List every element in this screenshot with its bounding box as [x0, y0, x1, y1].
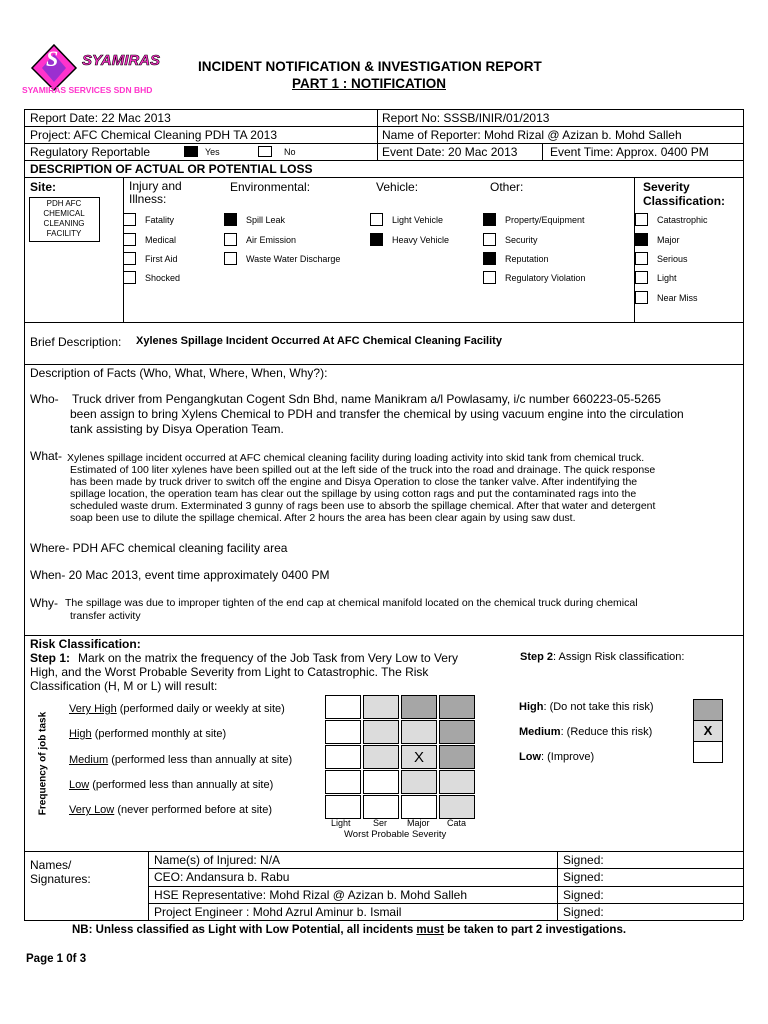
class-desc: : (Do not take this risk): [543, 701, 654, 713]
waste-water-discharge-checkbox[interactable]: [224, 252, 237, 265]
who-line-2: been assign to bring Xylens Chemical to PDH and transfer the chemical by using vacuum engine into the circulation: [70, 407, 684, 421]
spill-leak-label: Spill Leak: [246, 215, 286, 225]
frequency-high: [69, 728, 226, 740]
brief-description-label: Brief Description:: [30, 335, 122, 349]
step2-label: Step 2: [520, 651, 554, 663]
frequency-desc: (never performed before at site): [117, 804, 272, 816]
step2-text: : Assign Risk classification:: [553, 651, 685, 663]
spill-leak-checkbox[interactable]: [224, 213, 237, 226]
near-miss-checkbox[interactable]: [635, 291, 648, 304]
injury-label: Injury and Illness:: [129, 179, 182, 206]
step1-label: Step 1:: [30, 651, 71, 665]
why-line-1: The spillage was due to improper tighten of the end cap at chemical manifold located on the chemical truck during chemical: [65, 597, 638, 609]
severity-tick-light: Light: [331, 818, 351, 828]
environmental-label: Environmental:: [230, 180, 311, 194]
logo-brand: SYAMIRAS: [82, 52, 161, 69]
light-label: Light: [657, 273, 677, 283]
why-line-2: transfer activity: [70, 610, 141, 622]
part2-note: [72, 924, 626, 936]
step1-line-2: High, and the Worst Probable Severity from Light to Catastrophic. The Risk: [30, 665, 429, 679]
air-emission-label: Air Emission: [246, 235, 297, 245]
what-label: What-: [30, 449, 63, 463]
what-line-5: scheduled waste drum. Exterminated 3 gunny of rags been use to absorb the spillage chemical. After that water and detergent: [70, 500, 656, 512]
frequency-axis-label: Frequency of job task: [37, 711, 49, 816]
class-desc: : (Reduce this risk): [560, 726, 653, 738]
injured-name: Name(s) of Injured: N/A: [154, 853, 281, 867]
matrix-cell[interactable]: [363, 720, 399, 744]
major-checkbox[interactable]: [635, 233, 648, 246]
frequency-very-low: [69, 804, 272, 816]
other-label: Other:: [490, 180, 524, 194]
matrix-cell[interactable]: [363, 770, 399, 794]
ceo-name: CEO: Andansura b. Rabu: [154, 870, 290, 884]
facts-heading: Description of Facts (Who, What, Where, When, Why?):: [30, 366, 328, 380]
property-equipment-label: Property/Equipment: [505, 215, 585, 225]
security-checkbox[interactable]: [483, 233, 496, 246]
report-date: Report Date: 22 Mac 2013: [30, 111, 171, 125]
frequency-very-high: [69, 703, 285, 715]
injured-signed[interactable]: Signed:: [563, 853, 604, 867]
risk-heading: Risk Classification:: [30, 637, 141, 651]
class-name: Low: [519, 751, 541, 763]
regulatory-reportable-label: Regulatory Reportable: [30, 145, 151, 159]
loss-heading: DESCRIPTION OF ACTUAL OR POTENTIAL LOSS: [30, 162, 313, 176]
class-medium-box[interactable]: X: [693, 720, 723, 742]
matrix-cell[interactable]: [363, 745, 399, 769]
serious-checkbox[interactable]: [635, 252, 648, 265]
logo-letter: S: [46, 46, 59, 71]
regulatory-no-checkbox[interactable]: [258, 146, 272, 157]
reporter-name: Name of Reporter: Mohd Rizal @ Azizan b. Mohd Salleh: [382, 128, 682, 142]
medical-label: Medical: [145, 235, 177, 245]
note-before: NB: Unless classified as Light with Low Potential, all incidents: [72, 924, 417, 936]
project: Project: AFC Chemical Cleaning PDH TA 2013: [30, 128, 278, 142]
matrix-cell[interactable]: [439, 770, 475, 794]
who-line-3: tank assisting by Disya Operation Team.: [70, 422, 284, 436]
regulatory-violation-checkbox[interactable]: [483, 271, 496, 284]
matrix-cell[interactable]: [325, 770, 361, 794]
note-after: be taken to part 2 investigations.: [443, 924, 627, 936]
what-line-1: Xylenes spillage incident occurred at AFC chemical cleaning facility during loading activity into skid tank from chemical truck.: [67, 452, 645, 464]
first-aid-checkbox[interactable]: [123, 252, 136, 265]
major-label: Major: [657, 235, 680, 245]
site-value: PDH AFC CHEMICAL CLEANING FACILITY: [43, 199, 85, 238]
regulatory-yes-label: Yes: [205, 147, 220, 157]
event-date: Event Date: 20 Mac 2013: [382, 145, 518, 159]
matrix-cell[interactable]: [363, 795, 399, 819]
shocked-label: Shocked: [145, 273, 181, 283]
frequency-desc: (performed daily or weekly at site): [119, 703, 285, 715]
matrix-cell[interactable]: [439, 695, 475, 719]
near-miss-label: Near Miss: [657, 293, 698, 303]
fatality-label: Fatality: [145, 215, 175, 225]
regulatory-violation-label: Regulatory Violation: [505, 273, 586, 283]
project-engineer-name: Project Engineer : Mohd Azrul Aminur b. Ismail: [154, 905, 402, 919]
frequency-name: Low: [69, 779, 90, 791]
light-vehicle-label: Light Vehicle: [392, 215, 444, 225]
matrix-cell[interactable]: [401, 770, 437, 794]
vehicle-label: Vehicle:: [376, 180, 419, 194]
frequency-low: [69, 779, 273, 791]
light-vehicle-checkbox[interactable]: [370, 213, 383, 226]
heavy-vehicle-label: Heavy Vehicle: [392, 235, 450, 245]
matrix-cell[interactable]: [325, 695, 361, 719]
frequency-name: Medium: [69, 754, 109, 766]
matrix-cell[interactable]: [401, 795, 437, 819]
report-subtitle: PART 1 : NOTIFICATION: [292, 76, 446, 91]
medical-checkbox[interactable]: [123, 233, 136, 246]
site-label: Site:: [30, 180, 57, 194]
severity-tick-catastrophic: Cata: [447, 818, 467, 828]
air-emission-checkbox[interactable]: [224, 233, 237, 246]
property-equipment-checkbox[interactable]: [483, 213, 496, 226]
report-title: INCIDENT NOTIFICATION & INVESTIGATION REPORT: [198, 59, 542, 74]
frequency-desc: (performed less than annually at site): [111, 754, 293, 766]
class-high-box[interactable]: [693, 699, 723, 721]
step1-line-1: Mark on the matrix the frequency of the Job Task from Very Low to Very: [78, 651, 458, 665]
light-checkbox[interactable]: [635, 271, 648, 284]
page-number: Page 1 0f 3: [26, 953, 87, 965]
class-high: [519, 701, 654, 713]
report-number: Report No: SSSB/INIR/01/2013: [382, 111, 550, 125]
regulatory-no-label: No: [284, 147, 296, 157]
frequency-name: Very High: [69, 703, 117, 715]
matrix-cell[interactable]: [363, 695, 399, 719]
waste-water-discharge-label: Waste Water Discharge: [246, 254, 341, 264]
what-line-6: soap been use to dilute the spillage chemical. After 2 hours the area has been clear again by using saw dust.: [70, 512, 576, 524]
first-aid-label: First Aid: [145, 254, 178, 264]
severity-tick-serious: Ser: [373, 818, 388, 828]
frequency-desc: (performed monthly at site): [94, 728, 227, 740]
class-name: High: [519, 701, 544, 713]
event-time: Event Time: Approx. 0400 PM: [550, 145, 709, 159]
frequency-name: High: [69, 728, 92, 740]
matrix-cell[interactable]: [325, 720, 361, 744]
what-line-2: Estimated of 100 liter xylenes have been spilled out at the left side of the truck into the road and drainage. The quick response: [70, 464, 656, 476]
signatures-label: Names/ Signatures:: [30, 858, 91, 886]
note-must: must: [416, 924, 444, 936]
matrix-cell[interactable]: [439, 745, 475, 769]
when-line: When- 20 Mac 2013, event time approximately 0400 PM: [30, 568, 330, 582]
company-name: SYAMIRAS SERVICES SDN BHD: [22, 85, 153, 95]
security-label: Security: [505, 235, 538, 245]
ceo-signed[interactable]: Signed:: [563, 870, 604, 884]
severity-label: Severity Classification:: [643, 180, 726, 208]
catastrophic-label: Catastrophic: [657, 215, 708, 225]
what-line-4: spillage location, the operation team has clear out the spillage by using cotton rags and put the contaminated rags into the: [70, 488, 637, 500]
reputation-label: Reputation: [505, 254, 549, 264]
class-name: Medium: [519, 726, 561, 738]
severity-tick-major: Major: [407, 818, 430, 828]
matrix-cell[interactable]: [401, 720, 437, 744]
matrix-cell[interactable]: X: [401, 745, 437, 769]
hse-representative-name: HSE Representative: Mohd Rizal @ Azizan b. Mohd Salleh: [154, 888, 468, 902]
matrix-cell[interactable]: [325, 795, 361, 819]
who-label: Who-: [30, 392, 59, 406]
what-line-3: has been made by truck driver to switch off the engine and Disya Operation to close the tanker valve. After indentifying the: [70, 476, 638, 488]
step1-line-3: Classification (H, M or L) will result:: [30, 679, 218, 693]
matrix-cell[interactable]: [439, 720, 475, 744]
class-desc: : (Improve): [541, 751, 595, 763]
heavy-vehicle-checkbox[interactable]: [370, 233, 383, 246]
frequency-medium: [69, 754, 292, 766]
class-low: [519, 751, 594, 763]
who-line-1: Truck driver from Pengangkutan Cogent Sdn Bhd, name Manikram a/l Powlasamy, i/c number 660223-05-5265: [72, 392, 661, 406]
where-line: Where- PDH AFC chemical cleaning facility area: [30, 541, 288, 555]
matrix-cell[interactable]: [439, 795, 475, 819]
why-label: Why-: [30, 596, 58, 610]
serious-label: Serious: [657, 254, 688, 264]
hse-representative-signed[interactable]: Signed:: [563, 888, 604, 902]
class-low-box[interactable]: [693, 741, 723, 763]
regulatory-yes-checkbox[interactable]: [184, 146, 198, 157]
catastrophic-checkbox[interactable]: [635, 213, 648, 226]
severity-axis-label: Worst Probable Severity: [344, 829, 447, 840]
reputation-checkbox[interactable]: [483, 252, 496, 265]
project-engineer-signed[interactable]: Signed:: [563, 905, 604, 919]
frequency-name: Very Low: [69, 804, 115, 816]
class-medium: [519, 726, 652, 738]
frequency-desc: (performed less than annually at site): [92, 779, 274, 791]
matrix-cell[interactable]: [325, 745, 361, 769]
brief-description-text: Xylenes Spillage Incident Occurred At AFC Chemical Cleaning Facility: [136, 335, 502, 347]
fatality-checkbox[interactable]: [123, 213, 136, 226]
matrix-cell[interactable]: [401, 695, 437, 719]
shocked-checkbox[interactable]: [123, 271, 136, 284]
